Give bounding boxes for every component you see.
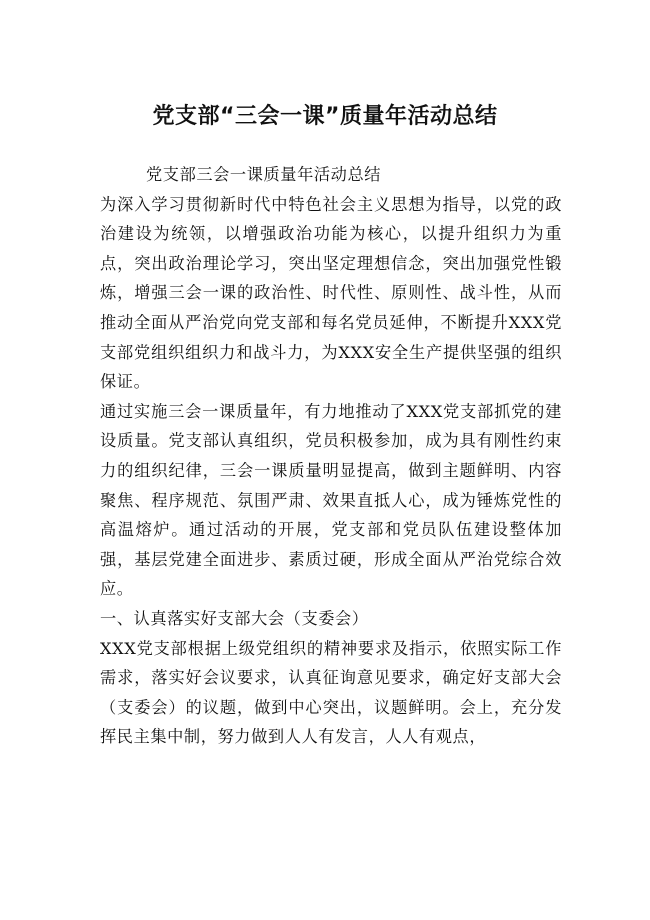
section-heading: 一、认真落实好支部大会（支委会） bbox=[100, 608, 369, 628]
document-subtitle: 党支部三会一课质量年活动总结 bbox=[146, 165, 382, 184]
intro-paragraph: 为深入学习贯彻新时代中特色社会主义思想为指导，以党的政治建设为统领，以增强政治功能为核心，以提升组织力为重点，突出政治理论学习，突出坚定理想信念，突出加强党性锻炼，增强三会一课的政治性、时代性、原则性、战斗性，从而推动全面从严治党向党支部和每名党员延伸，不断提升XXX党支部党组织组织力和战斗力，为XXX安全生产提供坚强的组织保证。 bbox=[100, 194, 562, 392]
document-body bbox=[100, 160, 562, 752]
section-paragraph: XXX党支部根据上级党组织的精神要求及指示，依照实际工作需求，落实好会议要求，认真征询意见要求，确定好支部大会（支委会）的议题，做到中心突出，议题鲜明。会上，充分发挥民主集中制，努力做到人人有发言，人人有观点， bbox=[100, 638, 562, 747]
results-paragraph: 通过实施三会一课质量年，有力地推动了XXX党支部抓党的建设质量。党支部认真组织，党员积极参加，成为具有刚性约束力的组织纪律，三会一课质量明显提高，做到主题鲜明、内容聚焦、程序规范、氛围严肃、效果直抵人心，成为锤炼党性的高温熔炉。通过活动的开展，党支部和党员队伍建设整体加强，基层党建全面进步、素质过硬，形成全面从严治党综合效应。 bbox=[100, 401, 562, 599]
document-title: 党支部“三会一课”质量年活动总结 bbox=[152, 104, 498, 129]
